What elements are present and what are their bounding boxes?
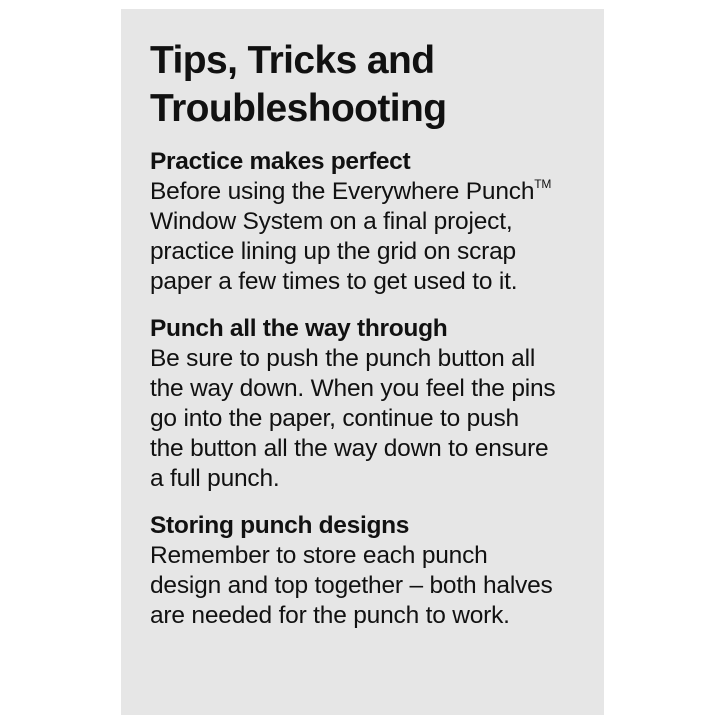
body-line: the way down. When you feel the pins	[150, 375, 556, 402]
section-body	[150, 177, 586, 297]
section-punch-through	[150, 314, 586, 494]
section-heading: Practice makes perfect	[150, 148, 411, 175]
body-line: are needed for the punch to work.	[150, 602, 510, 629]
body-line: design and top together – both halves	[150, 572, 553, 599]
section-storing	[150, 511, 586, 631]
body-line: a full punch.	[150, 465, 280, 492]
section-heading: Storing punch designs	[150, 512, 410, 539]
body-line-text: Before using the Everywhere Punch	[150, 178, 535, 205]
body-line: paper a few times to get used to it.	[150, 268, 518, 295]
section-body	[150, 344, 586, 494]
section-heading: Punch all the way through	[150, 315, 448, 342]
section-practice	[150, 147, 586, 297]
body-line: the button all the way down to ensure	[150, 435, 549, 462]
section-body	[150, 541, 586, 631]
tips-card	[121, 9, 604, 715]
body-line: Be sure to push the punch button all	[150, 345, 536, 372]
page-title	[150, 37, 586, 133]
body-line	[150, 177, 586, 207]
trademark-mark: TM	[534, 177, 552, 191]
body-line: Window System on a final project,	[150, 208, 513, 235]
page-title-line-1: Tips, Tricks and	[150, 39, 435, 82]
body-line: go into the paper, continue to push	[150, 405, 519, 432]
body-line: Remember to store each punch	[150, 542, 488, 569]
page-title-line-2: Troubleshooting	[150, 87, 447, 130]
body-line: practice lining up the grid on scrap	[150, 238, 516, 265]
